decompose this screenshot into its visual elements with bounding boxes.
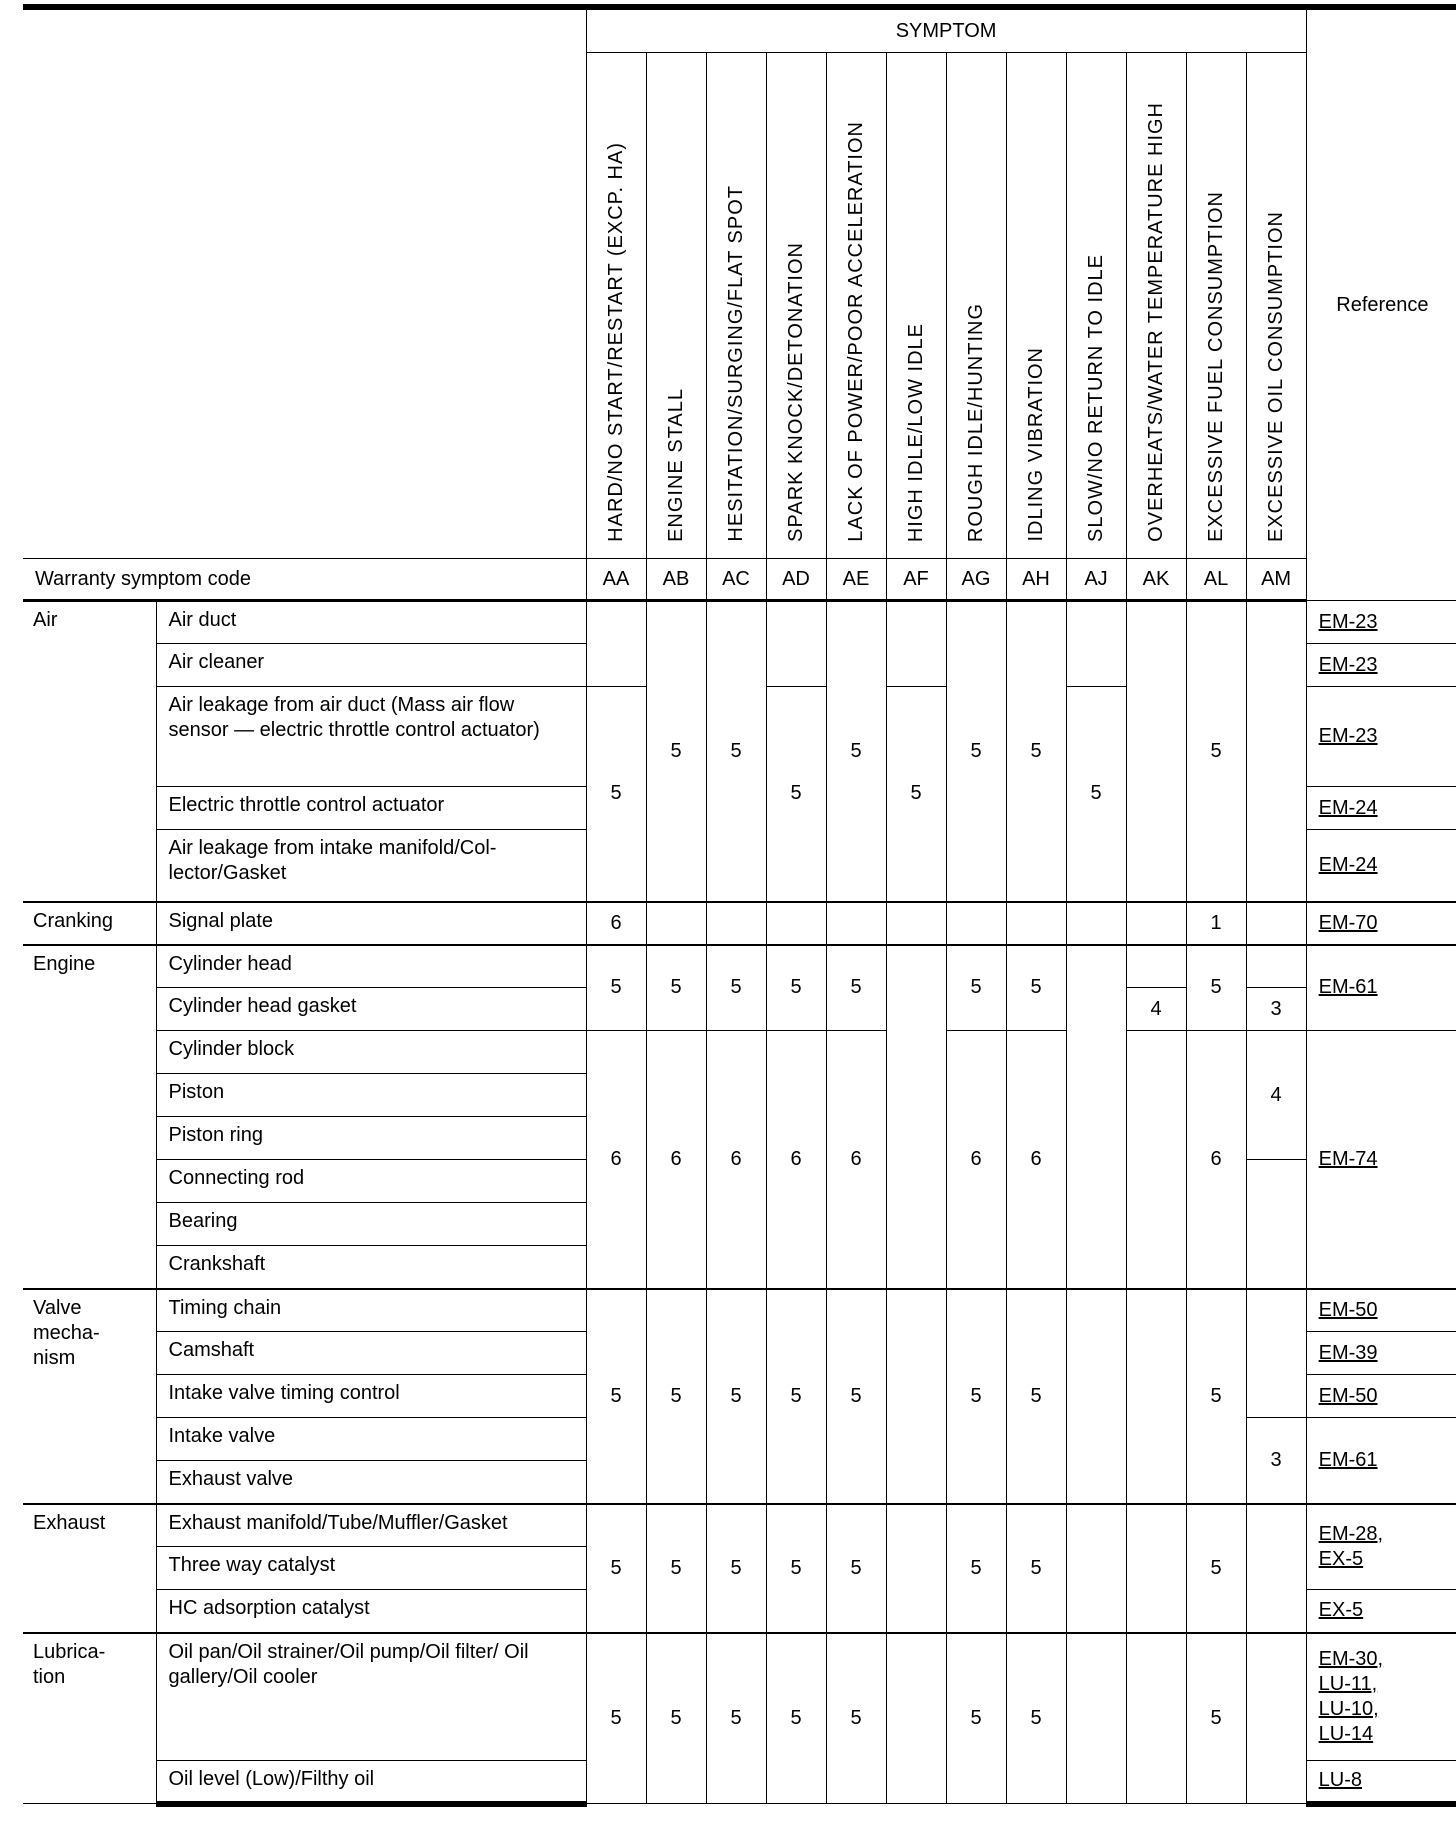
symptom-column-header-ah — [1006, 53, 1066, 559]
reference-link[interactable]: EM-24 — [1318, 853, 1378, 876]
symptom-rating-ak — [1126, 1289, 1186, 1504]
symptom-rating-aa — [586, 601, 646, 687]
symptom-rating-af — [886, 945, 946, 1289]
component-item: Cylinder head — [156, 945, 586, 988]
warranty-code-am: AM — [1246, 559, 1306, 601]
category-cell — [23, 945, 156, 1289]
symptom-rating-am — [1246, 601, 1306, 902]
symptom-rating-ad — [766, 601, 826, 687]
symptom-label: ROUGH IDLE/HUNTING — [964, 302, 987, 542]
symptom-label: EXCESSIVE OIL CONSUMPTION — [1264, 211, 1287, 542]
symptom-rating-ad: 5 — [766, 1289, 826, 1504]
symptom-rating-am — [1246, 1289, 1306, 1418]
symptom-rating-ak — [1126, 902, 1186, 945]
component-item: Signal plate — [156, 902, 586, 945]
symptom-rating-ag: 5 — [946, 1289, 1006, 1504]
reference-cell — [1306, 1590, 1456, 1633]
symptom-label: LACK OF POWER/POOR ACCELERATION — [844, 121, 867, 542]
symptom-rating-am — [1246, 1160, 1306, 1289]
warranty-code-ah: AH — [1006, 559, 1066, 601]
symptom-rating-al: 5 — [1186, 1633, 1246, 1804]
symptom-label: HESITATION/SURGING/FLAT SPOT — [724, 185, 747, 542]
symptom-rating-aj — [1066, 902, 1126, 945]
reference-cell — [1306, 945, 1456, 1031]
warranty-code-ab: AB — [646, 559, 706, 601]
symptom-rating-ag: 5 — [946, 1633, 1006, 1804]
reference-header: Reference — [1306, 7, 1456, 601]
warranty-code-af: AF — [886, 559, 946, 601]
category-label: Engine — [33, 952, 96, 975]
reference-cell — [1306, 601, 1456, 644]
symptom-rating-aa: 5 — [586, 687, 646, 902]
symptom-rating-ag: 6 — [946, 1031, 1006, 1289]
category-label: Lubrication — [33, 1640, 106, 1688]
category-cell — [23, 1504, 156, 1633]
symptom-rating-am: 3 — [1246, 988, 1306, 1031]
symptom-column-header-am — [1246, 53, 1306, 559]
symptom-rating-ab: 5 — [646, 601, 706, 902]
table-row — [23, 1504, 1456, 1547]
symptom-column-header-aa — [586, 53, 646, 559]
reference-link[interactable]: EM-23 — [1318, 725, 1378, 747]
symptom-rating-aj — [1066, 1504, 1126, 1633]
symptom-rating-ac: 5 — [706, 601, 766, 902]
component-item: Cylinder head gasket — [156, 988, 586, 1031]
category-label: Valve mechanism — [33, 1296, 100, 1369]
symptom-label: SPARK KNOCK/DETONATION — [784, 242, 807, 542]
symptom-rating-ad: 5 — [766, 687, 826, 902]
symptom-rating-ak — [1126, 1504, 1186, 1633]
reference-link[interactable]: EM-28, — [1318, 1522, 1384, 1545]
table-row — [23, 1289, 1456, 1332]
warranty-code-ac: AC — [706, 559, 766, 601]
category-label: Exhaust — [33, 1511, 106, 1534]
symptom-rating-ah: 6 — [1006, 1031, 1066, 1289]
symptom-rating-ab — [646, 902, 706, 945]
component-item: Air leakage from air duct (Mass air flow sensor — electric throttle control actuator) — [156, 687, 586, 787]
component-item: Cylinder block — [156, 1031, 586, 1074]
symptom-rating-af — [886, 601, 946, 687]
symptom-column-header-aj — [1066, 53, 1126, 559]
symptom-rating-ak — [1126, 601, 1186, 902]
warranty-code-aa: AA — [586, 559, 646, 601]
category-cell — [23, 1633, 156, 1804]
symptom-rating-ae: 5 — [826, 1289, 886, 1504]
symptom-rating-ah: 5 — [1006, 945, 1066, 1031]
reference-link[interactable]: EM-61 — [1318, 976, 1378, 999]
reference-link[interactable]: LU-11, — [1318, 1672, 1378, 1695]
reference-cell — [1306, 1332, 1456, 1375]
symptom-column-header-af — [886, 53, 946, 559]
reference-cell — [1306, 902, 1456, 945]
reference-cell — [1306, 1375, 1456, 1418]
symptom-rating-ak — [1126, 1633, 1186, 1804]
symptom-rating-ac — [706, 902, 766, 945]
symptom-column-header-ab — [646, 53, 706, 559]
symptom-rating-ab: 5 — [646, 945, 706, 1031]
header-blank — [23, 7, 586, 559]
symptom-rating-ah: 5 — [1006, 1289, 1066, 1504]
component-item: Air duct — [156, 601, 586, 644]
symptom-rating-am — [1246, 1633, 1306, 1804]
reference-cell — [1306, 1633, 1456, 1761]
table-row — [23, 601, 1456, 644]
component-item: Electric throttle control actuator — [156, 787, 586, 830]
table-row — [23, 1031, 1456, 1074]
symptom-rating-ah: 5 — [1006, 601, 1066, 902]
component-item: Intake valve timing control — [156, 1375, 586, 1418]
reference-link[interactable]: EX-5 — [1318, 1599, 1364, 1622]
symptom-rating-ae — [826, 902, 886, 945]
diagnosis-table-container — [23, 4, 1438, 1807]
symptom-column-header-ak — [1126, 53, 1186, 559]
symptom-rating-ab: 5 — [646, 1289, 706, 1504]
symptom-rating-aa: 5 — [586, 945, 646, 1031]
symptom-rating-af — [886, 902, 946, 945]
reference-link[interactable]: LU-14 — [1318, 1722, 1374, 1745]
symptom-rating-aa: 6 — [586, 902, 646, 945]
symptom-rating-al: 5 — [1186, 1504, 1246, 1633]
symptom-rating-aa: 5 — [586, 1633, 646, 1804]
component-item: Crankshaft — [156, 1246, 586, 1289]
symptom-label: HIGH IDLE/LOW IDLE — [904, 322, 927, 542]
reference-link[interactable]: EM-24 — [1318, 796, 1378, 819]
reference-cell — [1306, 644, 1456, 687]
symptom-rating-al: 5 — [1186, 601, 1246, 902]
symptom-rating-ab: 5 — [646, 1504, 706, 1633]
symptom-rating-ac: 5 — [706, 1633, 766, 1804]
symptom-rating-ab: 6 — [646, 1031, 706, 1289]
reference-cell — [1306, 1289, 1456, 1332]
warranty-code-al: AL — [1186, 559, 1246, 601]
symptom-rating-ac: 5 — [706, 945, 766, 1031]
symptom-rating-af: 5 — [886, 687, 946, 902]
reference-link[interactable]: EM-50 — [1318, 1298, 1378, 1321]
symptom-rating-aj — [1066, 1289, 1126, 1504]
table-row — [23, 945, 1456, 988]
warranty-symptom-code-label: Warranty symptom code — [23, 559, 586, 601]
component-item: Exhaust valve — [156, 1461, 586, 1504]
symptom-rating-af — [886, 1504, 946, 1633]
engine-symptom-diagnosis-table — [23, 4, 1456, 1807]
reference-link[interactable]: LU-10, — [1318, 1697, 1379, 1720]
symptom-rating-al: 5 — [1186, 945, 1246, 1031]
symptom-rating-am — [1246, 945, 1306, 988]
reference-link[interactable]: EM-61 — [1318, 1448, 1378, 1471]
reference-link[interactable]: EM-39 — [1318, 1341, 1378, 1364]
component-item: Oil level (Low)/Filthy oil — [156, 1761, 586, 1804]
warranty-code-ae: AE — [826, 559, 886, 601]
reference-link[interactable]: EM-23 — [1318, 610, 1378, 633]
component-item: Connecting rod — [156, 1160, 586, 1203]
component-item: Three way catalyst — [156, 1547, 586, 1590]
symptom-column-header-ad — [766, 53, 826, 559]
symptom-rating-ag — [946, 902, 1006, 945]
symptom-rating-af — [886, 1289, 946, 1504]
category-cell — [23, 1289, 156, 1504]
reference-cell — [1306, 1418, 1456, 1504]
component-item: Bearing — [156, 1203, 586, 1246]
reference-cell — [1306, 787, 1456, 830]
component-item: Oil pan/Oil strainer/Oil pump/Oil filter/ Oil gallery/Oil cooler — [156, 1633, 586, 1761]
category-label: Air — [33, 609, 58, 631]
symptom-rating-aj — [1066, 601, 1126, 687]
component-item: Exhaust manifold/Tube/Muffler/Gasket — [156, 1504, 586, 1547]
symptom-label: OVERHEATS/WATER TEMPERATURE HIGH — [1144, 102, 1167, 542]
symptom-header: SYMPTOM — [586, 7, 1306, 53]
component-item: Timing chain — [156, 1289, 586, 1332]
reference-cell — [1306, 1031, 1456, 1289]
warranty-code-ak: AK — [1126, 559, 1186, 601]
symptom-rating-al: 1 — [1186, 902, 1246, 945]
symptom-rating-ac: 5 — [706, 1504, 766, 1633]
symptom-rating-ab: 5 — [646, 1633, 706, 1804]
symptom-label: ENGINE STALL — [664, 388, 687, 542]
symptom-rating-ah: 5 — [1006, 1504, 1066, 1633]
symptom-rating-aa: 6 — [586, 1031, 646, 1289]
category-cell — [23, 902, 156, 945]
component-item: Piston ring — [156, 1117, 586, 1160]
symptom-rating-aj — [1066, 1633, 1126, 1804]
symptom-rating-ag: 5 — [946, 945, 1006, 1031]
symptom-rating-af — [886, 1633, 946, 1804]
symptom-label: EXCESSIVE FUEL CONSUMPTION — [1204, 191, 1227, 542]
symptom-rating-am — [1246, 1504, 1306, 1633]
category-label: Cranking — [33, 909, 114, 932]
symptom-rating-al: 6 — [1186, 1031, 1246, 1289]
reference-link[interactable]: EM-50 — [1318, 1384, 1378, 1407]
symptom-rating-ad: 6 — [766, 1031, 826, 1289]
symptom-label: IDLING VIBRATION — [1024, 347, 1047, 542]
symptom-rating-al: 5 — [1186, 1289, 1246, 1504]
symptom-rating-ad: 5 — [766, 1633, 826, 1804]
reference-cell — [1306, 830, 1456, 902]
symptom-rating-ah — [1006, 902, 1066, 945]
symptom-rating-ak: 4 — [1126, 988, 1186, 1031]
symptom-rating-ae: 5 — [826, 945, 886, 1031]
reference-cell — [1306, 1761, 1456, 1804]
symptom-rating-aa: 5 — [586, 1289, 646, 1504]
warranty-code-aj: AJ — [1066, 559, 1126, 601]
symptom-rating-aj — [1066, 945, 1126, 1289]
symptom-rating-ae: 6 — [826, 1031, 886, 1289]
symptom-rating-ad: 5 — [766, 945, 826, 1031]
symptom-column-header-ae — [826, 53, 886, 559]
component-item: Camshaft — [156, 1332, 586, 1375]
symptom-rating-ac: 5 — [706, 1289, 766, 1504]
component-item: Air cleaner — [156, 644, 586, 687]
symptom-rating-aa: 5 — [586, 1504, 646, 1633]
symptom-rating-ah: 5 — [1006, 1633, 1066, 1804]
symptom-column-header-al — [1186, 53, 1246, 559]
reference-link[interactable]: LU-8 — [1318, 1769, 1362, 1792]
component-item: Intake valve — [156, 1418, 586, 1461]
symptom-rating-ae: 5 — [826, 1633, 886, 1804]
symptom-rating-ak — [1126, 945, 1186, 988]
symptom-rating-ad: 5 — [766, 1504, 826, 1633]
reference-link[interactable]: EM-70 — [1318, 911, 1378, 934]
symptom-rating-am: 4 — [1246, 1031, 1306, 1160]
symptom-label: HARD/NO START/RESTART (EXCP. HA) — [604, 142, 627, 542]
symptom-rating-ak — [1126, 1031, 1186, 1289]
symptom-label: SLOW/NO RETURN TO IDLE — [1084, 254, 1107, 542]
symptom-column-header-ag — [946, 53, 1006, 559]
reference-cell — [1306, 1504, 1456, 1590]
reference-link[interactable]: EX-5 — [1318, 1547, 1364, 1570]
component-item: Piston — [156, 1074, 586, 1117]
reference-link[interactable]: EM-74 — [1318, 1147, 1378, 1170]
table-row — [23, 902, 1456, 945]
symptom-rating-ac: 6 — [706, 1031, 766, 1289]
warranty-code-ag: AG — [946, 559, 1006, 601]
symptom-rating-aj: 5 — [1066, 687, 1126, 902]
component-item: HC adsorption catalyst — [156, 1590, 586, 1633]
reference-link[interactable]: EM-23 — [1318, 653, 1378, 676]
symptom-rating-am: 3 — [1246, 1418, 1306, 1504]
reference-link[interactable]: EM-30, — [1318, 1647, 1384, 1670]
table-row — [23, 1633, 1456, 1761]
symptom-rating-ad — [766, 902, 826, 945]
component-item: Air leakage from intake manifold/Collector/Gasket — [156, 830, 586, 902]
symptom-rating-ag: 5 — [946, 601, 1006, 902]
symptom-rating-ag: 5 — [946, 1504, 1006, 1633]
warranty-code-ad: AD — [766, 559, 826, 601]
symptom-column-header-ac — [706, 53, 766, 559]
symptom-rating-ae: 5 — [826, 1504, 886, 1633]
reference-cell — [1306, 687, 1456, 787]
symptom-rating-am — [1246, 902, 1306, 945]
symptom-rating-ae: 5 — [826, 601, 886, 902]
category-cell — [23, 601, 156, 902]
